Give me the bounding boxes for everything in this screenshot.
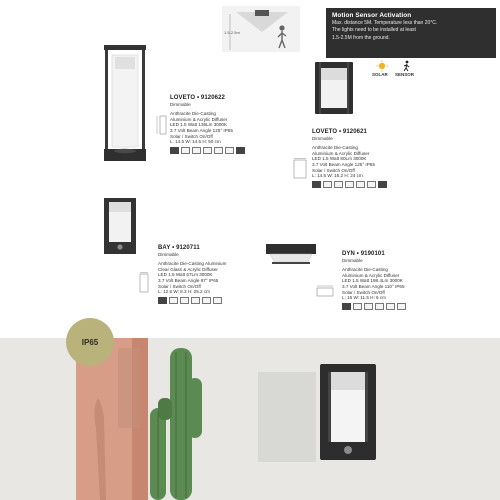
bay-dimension-drawing: [134, 272, 154, 294]
product-name: BAY • 9120711: [158, 245, 200, 251]
warranty-icon: [236, 147, 245, 154]
loveto-wall-dimension-drawing: [288, 158, 312, 180]
led-icon: [353, 303, 362, 310]
feature-icons: [158, 297, 278, 304]
spec-line: 3.7 Volt Beam Angle 110° IP65: [342, 283, 405, 289]
feature-icons: [170, 147, 280, 154]
bay-wall-lamp-image: [102, 196, 138, 256]
loveto-dimension-drawing: [154, 114, 168, 136]
lifestyle-photo: [0, 338, 500, 500]
product-name: LOVETO • 9120622: [170, 95, 225, 101]
spec-line: L: 12.6 W: 8.3 H: 25.2 cm: [158, 289, 211, 295]
dimmable-label: Dimmable: [170, 101, 191, 107]
dimmable-label: Dimmable: [312, 135, 333, 141]
sun-icon: [345, 181, 354, 188]
spec-line: 3.7 Volt Beam Angle 125° IP65: [312, 161, 375, 167]
spec-line: Anthracite Die-Casting: [312, 145, 358, 151]
ip-icon: [312, 181, 321, 188]
battery-icon: [225, 147, 234, 154]
battery-icon: [213, 297, 222, 304]
product-name: LOVETO • 9120621: [312, 129, 367, 135]
spec-line: Anthracite Die-Casting: [170, 111, 216, 117]
ip-icon: [158, 297, 167, 304]
spec-line: Solar / Switch On/Off: [342, 289, 385, 295]
spec-line: Clear Glass & Acrylic Diffuser: [158, 266, 218, 272]
spec-line: Anthracite Die-Casting: [342, 267, 388, 273]
motion-line-3: 1.5-2.5M from the ground.: [332, 34, 390, 41]
led-icon: [181, 147, 190, 154]
sun-icon: [203, 147, 212, 154]
ip65-label: IP65: [81, 337, 99, 347]
ip-icon: [170, 147, 179, 154]
switch-icon: [356, 181, 365, 188]
sun-icon: [375, 303, 384, 310]
spec-line: L: 16 W: 11.5 H: 6 cm: [342, 295, 386, 301]
dyn-wall-lamp-image: [264, 242, 318, 272]
spec-line: Aluminium & Acrylic Diffuser: [312, 150, 370, 156]
motion-sensor-diagram: [222, 6, 300, 52]
spec-line: L: 14.5 W: 14.5 H: 50 cm: [170, 139, 221, 145]
lifestyle-scene: [0, 338, 500, 500]
motion-sensor-info: [326, 8, 496, 58]
battery-icon: [397, 303, 406, 310]
bulb-icon: [180, 297, 189, 304]
bulb-icon: [364, 303, 373, 310]
spec-line: 3.7 Volt Beam Angle 87° IP65: [158, 277, 219, 283]
spec-line: Solar / Switch On/Off: [158, 283, 201, 289]
spec-line: Solar / Switch On/Off: [170, 133, 213, 139]
dimmable-label: Dimmable: [158, 251, 179, 257]
loveto-bollard-image: [100, 45, 150, 163]
spec-line: 3.7 Volt Beam Angle 125° IP65: [170, 127, 233, 133]
product-loveto-9120621: [312, 130, 422, 188]
switch-icon: [214, 147, 223, 154]
switch-icon: [386, 303, 395, 310]
spec-line: LED 1.5 Watt 67Lm 3000K: [158, 272, 213, 278]
product-loveto-9120622: [170, 96, 280, 154]
spec-line: Aluminium & Acrylic Diffuser: [342, 272, 400, 278]
feature-badges: [370, 60, 430, 82]
diagram-height-label: 1.5-2.5m: [224, 30, 240, 35]
feature-icons: [312, 181, 422, 188]
spec-line: Solar / Switch On/Off: [312, 167, 355, 173]
spec-line: LED 1.5 Watt 136Lm 3000K: [170, 122, 228, 128]
sensor-label: SENSOR: [395, 72, 415, 77]
motion-sensor-icon: [400, 60, 412, 72]
led-icon: [169, 297, 178, 304]
sun-icon: [376, 60, 388, 72]
bulb-icon: [192, 147, 201, 154]
sun-icon: [191, 297, 200, 304]
warranty-icon: [378, 181, 387, 188]
motion-line-1: Max. distance 5M. Temperature less than 20°C.: [332, 20, 438, 26]
spec-line: Anthracite Die-Casting Aluminium: [158, 261, 227, 267]
product-bay-9120711: [158, 246, 278, 304]
switch-icon: [202, 297, 211, 304]
product-name: DYN • 9190101: [342, 251, 385, 257]
bulb-icon: [334, 181, 343, 188]
spec-line: Aluminium & Acrylic Diffuser: [170, 116, 228, 122]
dyn-dimension-drawing: [313, 284, 337, 300]
spec-line: LED 1.5 Watt 80Lm 3000K: [312, 156, 367, 162]
loveto-wall-lamp-image: [313, 60, 355, 116]
dimmable-label: Dimmable: [342, 257, 363, 263]
battery-icon: [367, 181, 376, 188]
motion-title: Motion Sensor Activation: [332, 12, 412, 19]
ip-icon: [342, 303, 351, 310]
motion-line-2: The lights need to be installed at least: [332, 27, 416, 34]
solar-label: SOLAR: [372, 72, 388, 77]
spec-line: LED 1.5 Watt 198.4Lm 3000K: [342, 278, 403, 284]
spec-line: L: 14.5 W: 16.2 H: 24 cm: [312, 173, 363, 179]
led-icon: [323, 181, 332, 188]
ip65-badge: [66, 318, 114, 366]
feature-icons: [342, 303, 462, 310]
product-dyn-9190101: [342, 252, 462, 310]
